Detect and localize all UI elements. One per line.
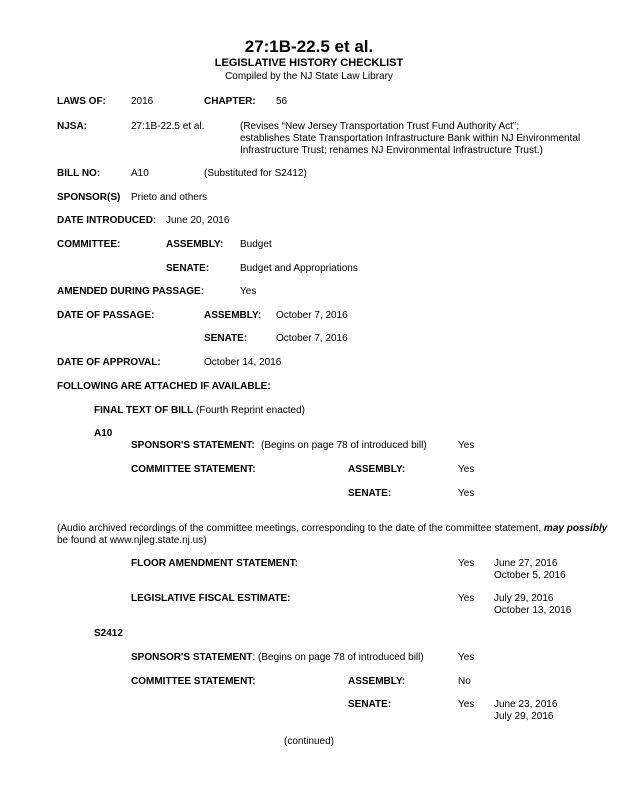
date-of-approval-label: DATE OF APPROVAL: [57,357,161,368]
a10-assembly-label: ASSEMBLY: [348,464,406,475]
fiscal-estimate-value: Yes [458,593,475,604]
sponsors-label: SPONSOR(S) [57,192,121,203]
a10-senate-value: Yes [458,488,475,499]
njsa-label: NJSA: [57,121,88,132]
passage-assembly-value: October 7, 2016 [276,310,348,321]
passage-senate-value: October 7, 2016 [276,333,348,344]
page-title: 27:1B-22.5 et al. [244,37,374,56]
date-introduced-value: June 20, 2016 [166,215,230,226]
s2412-sponsor-stmt-row [131,652,424,664]
final-text-label: FINAL TEXT OF BILL [94,405,194,416]
a10-sponsor-stmt-value: Yes [458,440,475,451]
floor-amendment-label: FLOOR AMENDMENT STATEMENT: [131,558,299,569]
s2412-label: S2412 [94,628,123,639]
njsa-desc-line: Infrastructure Trust; renames NJ Environmental Infrastructure Trust.) [240,145,543,156]
s2412-senate-label: SENATE: [348,699,392,710]
s2412-sponsor-stmt-label: SPONSOR'S STATEMENT [131,652,253,663]
page-subtitle: LEGISLATIVE HISTORY CHECKLIST [214,57,404,69]
passage-senate-label: SENATE: [204,333,248,344]
audio-note-line: be found at www.njleg.state.nj.us) [57,535,207,546]
s2412-senate-date: July 29, 2016 [494,711,554,722]
date-of-approval-value: October 14, 2016 [204,357,282,368]
fiscal-estimate-label: LEGISLATIVE FISCAL ESTIMATE: [131,593,291,604]
laws-of-value: 2016 [131,96,154,107]
floor-amendment-value: Yes [458,558,475,569]
attached-heading: FOLLOWING ARE ATTACHED IF AVAILABLE: [57,381,271,392]
a10-sponsor-stmt-note: (Begins on page 78 of introduced bill) [261,440,427,451]
chapter-value: 56 [276,96,288,107]
committee-label: COMMITTEE: [57,239,121,250]
bill-no-note: (Substituted for S2412) [204,168,307,179]
njsa-value: 27:1B-22.5 et al. [131,121,205,132]
continued-note: (continued) [283,736,335,747]
committee-assembly-label: ASSEMBLY: [166,239,224,250]
a10-label: A10 [94,428,113,439]
s2412-committee-stmt-label: COMMITTEE STATEMENT: [131,676,256,687]
amended-value: Yes [240,286,257,297]
bill-no-label: BILL NO: [57,168,101,179]
a10-sponsor-stmt-label: SPONSOR'S STATEMENT: [131,440,255,451]
bill-no-value: A10 [131,168,149,179]
a10-assembly-value: Yes [458,464,475,475]
final-text-row [94,405,305,417]
audio-note-text: (Audio archived recordings of the committee meetings, corresponding to the date of the committee statement, [57,523,544,534]
date-introduced-label: DATE INTRODUCED: [57,215,157,226]
fiscal-estimate-date: July 29, 2016 [494,593,554,604]
committee-senate-label: SENATE: [166,263,210,274]
audio-note-line [57,523,607,535]
s2412-assembly-label: ASSEMBLY: [348,676,406,687]
committee-assembly-value: Budget [240,239,272,250]
a10-senate-label: SENATE: [348,488,392,499]
floor-amendment-date: October 5, 2016 [494,570,566,581]
date-of-passage-label: DATE OF PASSAGE: [57,310,155,321]
floor-amendment-date: June 27, 2016 [494,558,558,569]
amended-label: AMENDED DURING PASSAGE: [57,286,205,297]
s2412-assembly-value: No [458,676,471,687]
s2412-senate-date: June 23, 2016 [494,699,558,710]
laws-of-label: LAWS OF: [57,96,106,107]
njsa-desc-line: establishes State Transportation Infrastructure Bank within NJ Environmental [240,133,581,144]
compiled-by: Compiled by the NJ State Law Library [225,71,393,82]
s2412-senate-value: Yes [458,699,475,710]
s2412-sponsor-stmt-note: : (Begins on page 78 of introduced bill) [252,652,424,663]
a10-committee-stmt-label: COMMITTEE STATEMENT: [131,464,256,475]
fiscal-estimate-date: October 13, 2016 [494,605,572,616]
chapter-label: CHAPTER: [204,96,256,107]
committee-senate-value: Budget and Appropriations [240,263,358,274]
passage-assembly-label: ASSEMBLY: [204,310,262,321]
njsa-desc-line: (Revises “New Jersey Transportation Trust Fund Authority Act”; [240,121,519,132]
sponsors-value: Prieto and others [131,192,208,203]
s2412-sponsor-stmt-value: Yes [458,652,475,663]
audio-note-emphasis: may possibly [543,523,608,534]
final-text-note: (Fourth Reprint enacted) [193,405,305,416]
